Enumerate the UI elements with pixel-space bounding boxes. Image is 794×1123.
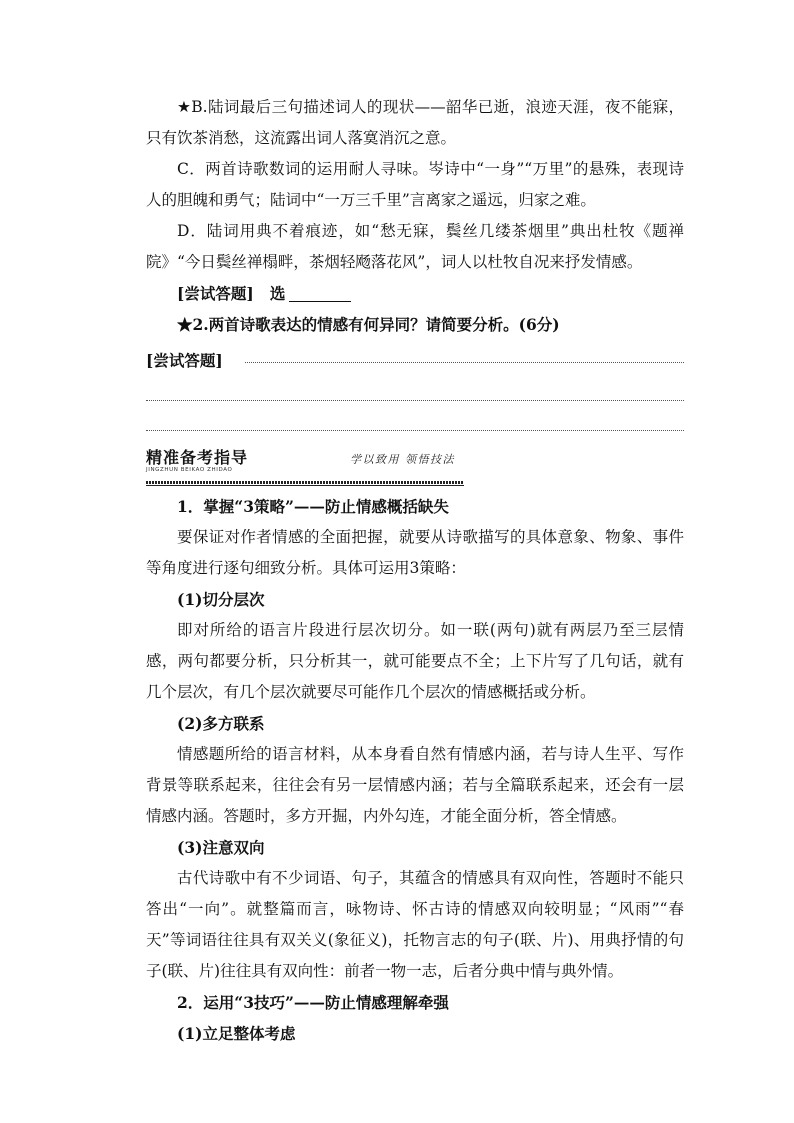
- answer-line[interactable]: [146, 399, 684, 401]
- attempt-answer-2: [146, 340, 684, 371]
- subheading-2: (2)多方联系: [177, 714, 265, 733]
- banner-pinyin: JINGZHUN BEIKAO ZHIDAO: [146, 467, 233, 473]
- banner-rule: [146, 481, 464, 484]
- subheading-1: (1)切分层次: [177, 590, 265, 609]
- subheading-4: (1)立足整体考虑: [177, 1024, 296, 1043]
- banner-title: 精准备考指导: [146, 448, 249, 467]
- content-area: [146, 92, 684, 1049]
- subheading-3: (3)注意双向: [177, 838, 265, 857]
- answer-blank[interactable]: [289, 283, 351, 302]
- answer-line[interactable]: [245, 361, 684, 363]
- option-b: ★B.陆词最后三句描述词人的现状——韶华已逝，浪迹天涯，夜不能寐，只有饮茶消愁，这流露出词人落寞消沉之意。: [146, 98, 684, 147]
- paragraph-3: 情感题所给的语言材料，从本身看自然有情感内涵，若与诗人生平、写作背景等联系起来，往往会有另一层情感内涵；若与全篇联系起来，还会有一层情感内涵。答题时，多方开掘，内外勾连，才能全面分析，答全情感。: [146, 745, 684, 825]
- section-banner: [146, 443, 684, 489]
- paragraph-1: 要保证对作者情感的全面把握，就要从诗歌描写的具体意象、物象、事件等角度进行逐句细致分析。具体可运用3策略：: [146, 528, 684, 577]
- heading-1: 1．掌握“3策略”——防止情感概括缺失: [177, 497, 449, 516]
- option-c: C．两首诗歌数词的运用耐人寻味。岑诗中“一身”“万里”的悬殊，表现诗人的胆魄和勇气；陆词中“一万三千里”言离家之遥远，归家之难。: [146, 160, 684, 209]
- attempt-label: [尝试答题]: [146, 351, 223, 370]
- select-label: 选: [269, 284, 286, 303]
- paragraph-4: 古代诗歌中有不少词语、句子，其蕴含的情感具有双向性，答题时不能只答出“一向”。就整篇而言，咏物诗、怀古诗的情感双向较明显；“风雨”“春天”等词语往往具有双关义(象征义)，托物言志的句子(联、片)、用典抒情的句子(联、片)往往具有双向性：前者一物一志，后者分典中情与典外情。: [146, 869, 684, 980]
- question-2: ★2.两首诗歌表达的情感有何异同？请简要分析。(6分): [177, 315, 560, 334]
- banner-rule: [146, 485, 464, 486]
- answer-line[interactable]: [146, 429, 684, 431]
- heading-2: 2．运用“3技巧”——防止情感理解牵强: [177, 993, 449, 1012]
- banner-slogan: 学以致用 领悟技法: [350, 453, 455, 466]
- attempt-label: [尝试答题]: [177, 284, 254, 303]
- option-d: D．陆词用典不着痕迹，如“愁无寐，鬓丝几缕茶烟里”典出杜牧《题禅院》“今日鬓丝禅榻畔，茶烟轻飏落花风”，词人以杜牧自况来抒发情感。: [146, 222, 684, 271]
- attempt-answer-1: [146, 278, 684, 309]
- paragraph-2: 即对所给的语言片段进行层次切分。如一联(两句)就有两层乃至三层情感，两句都要分析，只分析其一，就可能要点不全；上下片写了几句话，就有几个层次，有几个层次就要尽可能作几个层次的情感概括或分析。: [146, 621, 684, 701]
